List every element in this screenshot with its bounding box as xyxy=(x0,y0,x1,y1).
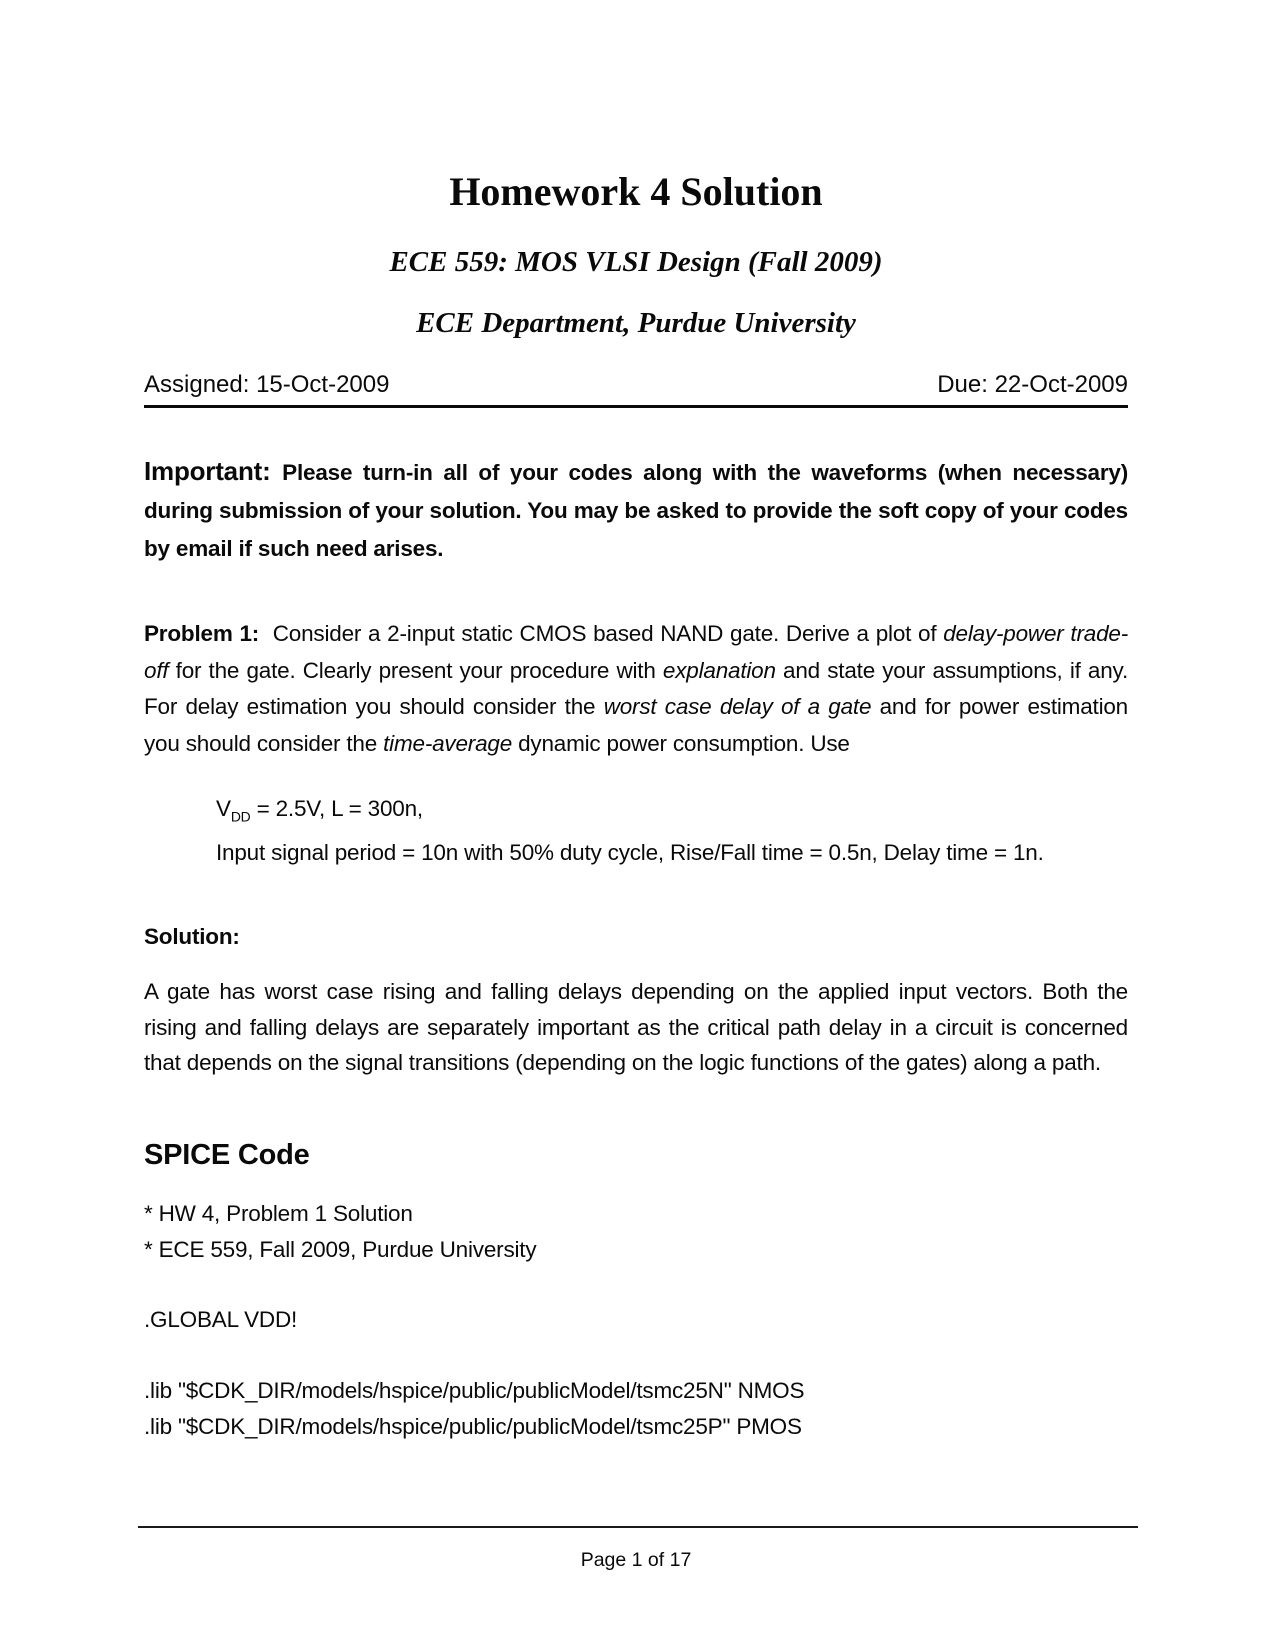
header-divider-rule xyxy=(144,405,1128,408)
solution-label: Solution: xyxy=(144,924,240,949)
page-number-label: Page 1 of 17 xyxy=(580,1549,692,1571)
spice-lib-lines xyxy=(144,1373,1128,1445)
vdd-parameter-line: $V_{DD} = 2.5V$, L = 300n, xyxy=(216,796,423,825)
dates-row xyxy=(144,369,1128,400)
assigned-date: Assigned: 15-Oct-2009 xyxy=(144,371,390,398)
solution-body-paragraph: A gate has worst case rising and falling delays depending on the applied input vectors. Both the rising and falling delays are separately important as the critical path delay in a circuit is concerned that depends on the signal transitions (depending on the logic functions of the gates) along a path. xyxy=(144,979,1128,1075)
spice-lib-line: .lib "$CDK_DIR/models/hspice/public/publicModel/tsmc25P" PMOS xyxy=(144,1414,802,1439)
spice-comment-lines xyxy=(144,1196,1128,1268)
spice-code-heading: SPICE Code xyxy=(144,1139,310,1171)
important-note-paragraph: Important: Please turn-in all of your codes along with the waveforms (when necessary) during submission of your solution. You may be asked to provide the soft copy of your codes by email if such need arises. xyxy=(144,456,1128,561)
footer-divider-rule xyxy=(138,1526,1138,1528)
document-title: Homework 4 Solution xyxy=(449,169,823,214)
due-date: Due: 22-Oct-2009 xyxy=(937,371,1128,398)
course-subtitle: ECE 559: MOS VLSI Design (Fall 2009) xyxy=(389,246,883,278)
spice-comment-line: * ECE 559, Fall 2009, Purdue University xyxy=(144,1237,537,1262)
problem-1-parameters xyxy=(144,791,1128,871)
spice-comment-line: * HW 4, Problem 1 Solution xyxy=(144,1201,413,1226)
department-subtitle: ECE Department, Purdue University xyxy=(416,307,856,339)
problem-1-paragraph: Problem 1: Consider a 2-input static CMOS based NAND gate. Derive a plot of delay-power trade-off for the gate. Clearly present your procedure with explanation and state your assumptions, if any. For delay estimation you should consider the worst case delay of a gate and for power estimation you should consider the time-average dynamic power consumption. Use xyxy=(144,621,1128,756)
input-signal-parameter-line: Input signal period = 10n with 50% duty cycle, Rise/Fall time = 0.5n, Delay time = 1n. xyxy=(216,840,1044,865)
spice-lib-line: .lib "$CDK_DIR/models/hspice/public/publicModel/tsmc25N" NMOS xyxy=(144,1378,805,1403)
spice-global-line: .GLOBAL VDD! xyxy=(144,1307,298,1332)
